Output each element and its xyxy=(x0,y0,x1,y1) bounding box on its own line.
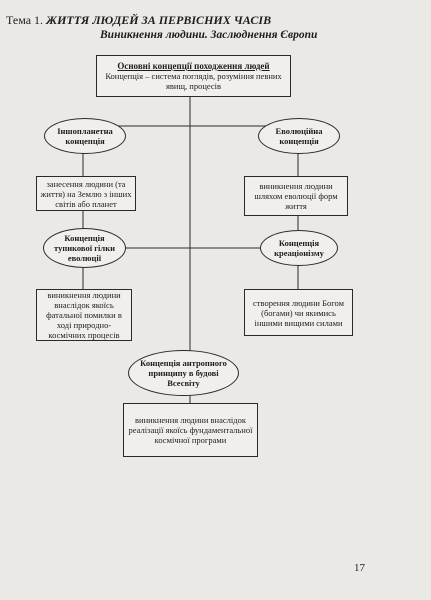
desc-kreatsionizm: створення людини Богом (богами) чи якимись іншими вищими силами xyxy=(244,289,353,336)
oval-evolyutsiyna: Еволюційна концепція xyxy=(258,118,340,154)
oval-tupykova: Концепція тупикової гілки еволюції xyxy=(43,228,126,268)
desc-evolyutsiyna: виникнення людини шляхом еволюції форм життя xyxy=(244,176,348,216)
root-title: Основні концепції походження людей xyxy=(117,61,270,71)
root-definition: Концепція – система поглядів, розуміння певних явищ, процесів xyxy=(105,71,282,91)
desc-antropnyi: виникнення людини внаслідок реалізації якоїсь фундаментальної космічної програми xyxy=(123,403,258,457)
oval-inoplanetna: Іншопланетна концепція xyxy=(44,118,126,154)
desc-tupykova: виникнення людини внаслідок якоїсь фатальної помилки в ході природно-космічних процесів xyxy=(36,289,132,341)
topic-title: ЖИТТЯ ЛЮДЕЙ ЗА ПЕРВІСНИХ ЧАСІВ xyxy=(46,13,272,27)
page-number: 17 xyxy=(354,562,365,574)
oval-kreatsionizm: Концепція креаціонізму xyxy=(260,230,338,266)
oval-antropnyi: Концепція антропного принципу в будові Всесвіту xyxy=(128,350,239,396)
root-concept-box xyxy=(96,55,291,97)
topic-label: Тема 1. xyxy=(6,13,44,27)
section-subtitle: Виникнення людини. Заслюднення Європи xyxy=(100,29,318,41)
desc-inoplanetna: занесення людини (та життя) на Землю з інших світів або планет xyxy=(36,176,136,211)
